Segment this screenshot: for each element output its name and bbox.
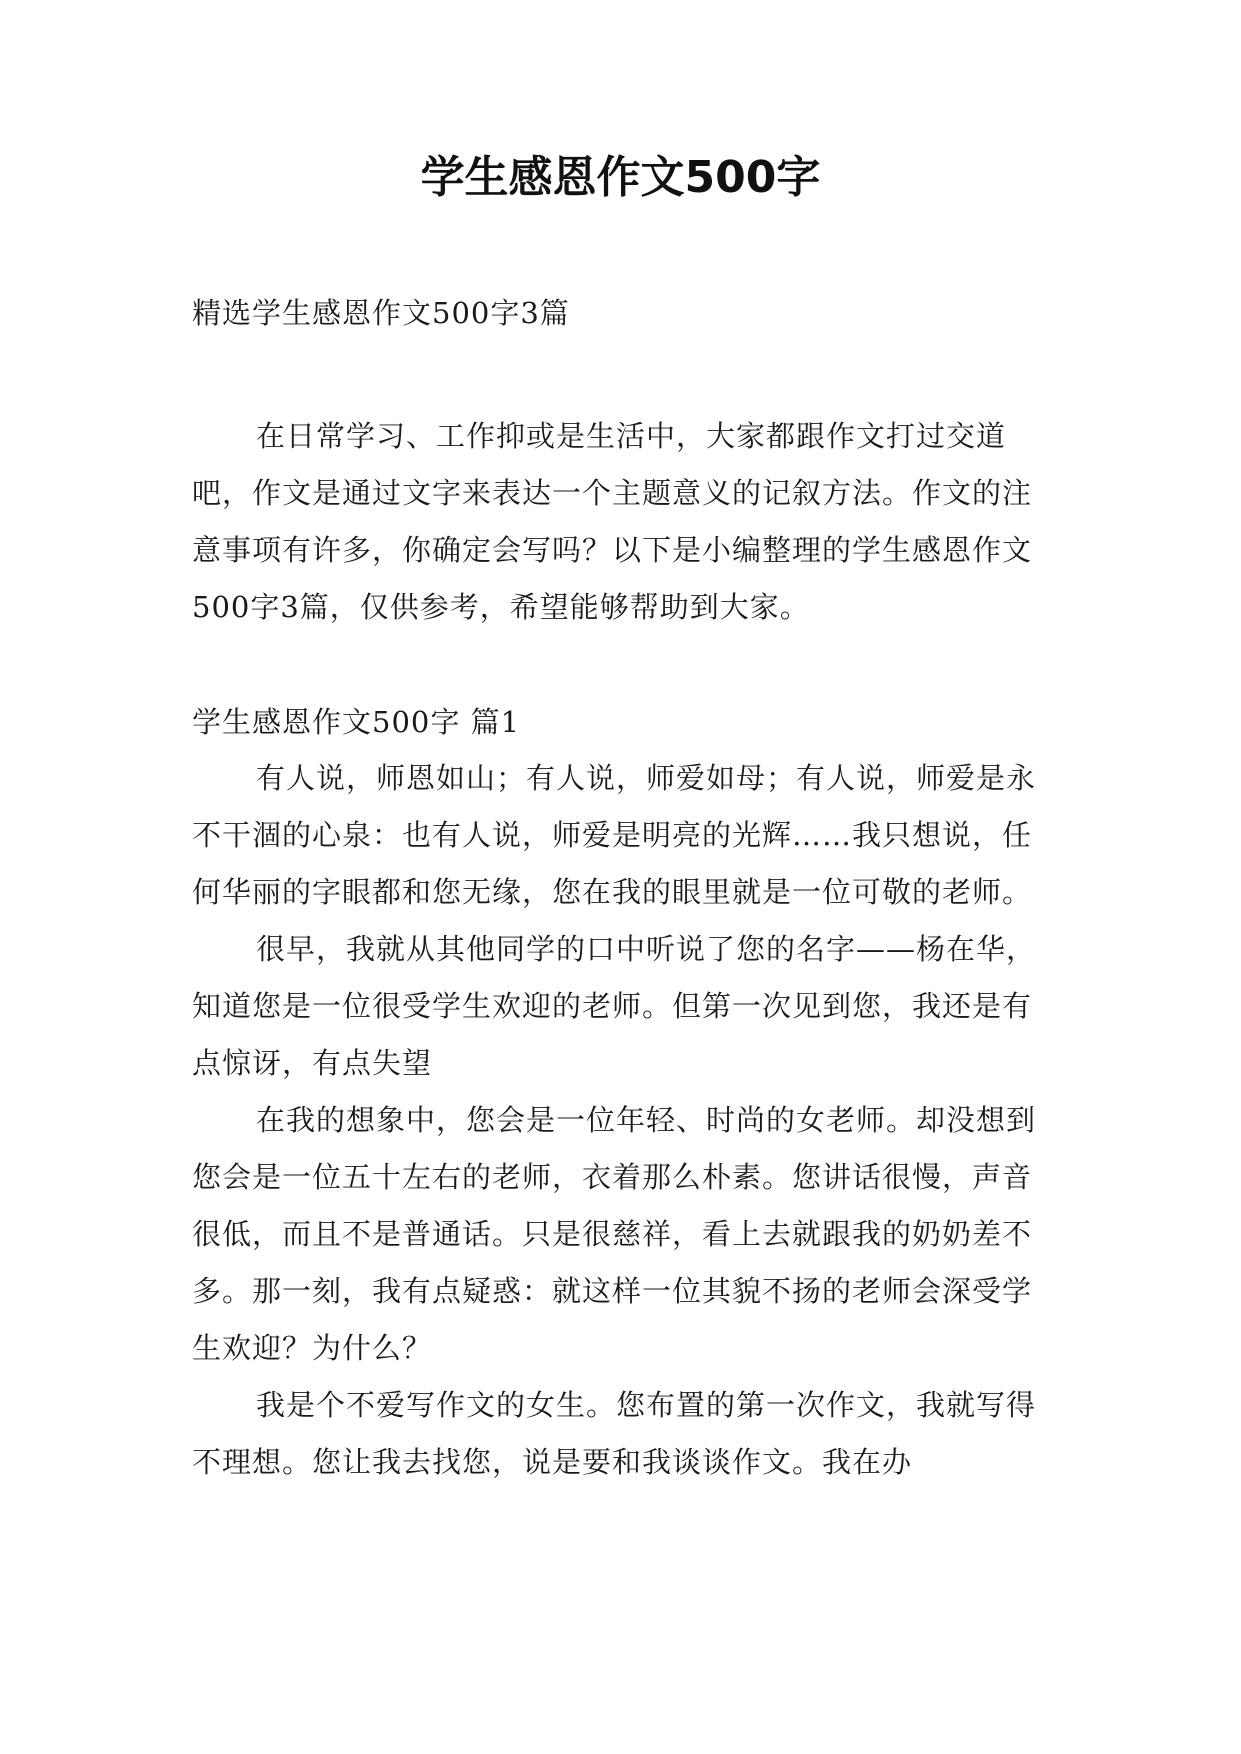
document-subtitle: 精选学生感恩作文500字3篇 bbox=[192, 296, 570, 330]
essay-paragraph-3: 在我的想象中，您会是一位年轻、时尚的女老师。却没想到您会是一位五十左右的老师，衣着那么朴素。您讲话很慢，声音很低，而且不是普通话。只是很慈祥，看上去就跟我的奶奶差不多。那一刻，我有点疑惑：就这样一位其貌不扬的老师会深受学生欢迎？为什么？ bbox=[192, 1103, 1037, 1365]
essay-paragraph-2: 很早，我就从其他同学的口中听说了您的名字——杨在华，知道您是一位很受学生欢迎的老师。但第一次见到您，我还是有点惊讶，有点失望 bbox=[192, 932, 1037, 1080]
intro-paragraph: 在日常学习、工作抑或是生活中，大家都跟作文打过交道吧，作文是通过文字来表达一个主题意义的记叙方法。作文的注意事项有许多，你确定会写吗？以下是小编整理的学生感恩作文500字3篇，仅供参考，希望能够帮助到大家。 bbox=[192, 419, 1033, 624]
essay-paragraph-4: 我是个不爱写作文的女生。您布置的第一次作文，我就写得不理想。您让我去找您，说是要和我谈谈作文。我在办 bbox=[192, 1388, 1037, 1479]
section-heading: 学生感恩作文500字 篇1 bbox=[192, 705, 521, 739]
essay-paragraph-1: 有人说，师恩如山；有人说，师爱如母；有人说，师爱是永不干涸的心泉：也有人说，师爱是明亮的光辉……我只想说，任何华丽的字眼都和您无缘，您在我的眼里就是一位可敬的老师。 bbox=[192, 761, 1037, 909]
document-title: 学生感恩作文500字 bbox=[420, 152, 821, 203]
essay-body bbox=[192, 750, 1054, 1491]
